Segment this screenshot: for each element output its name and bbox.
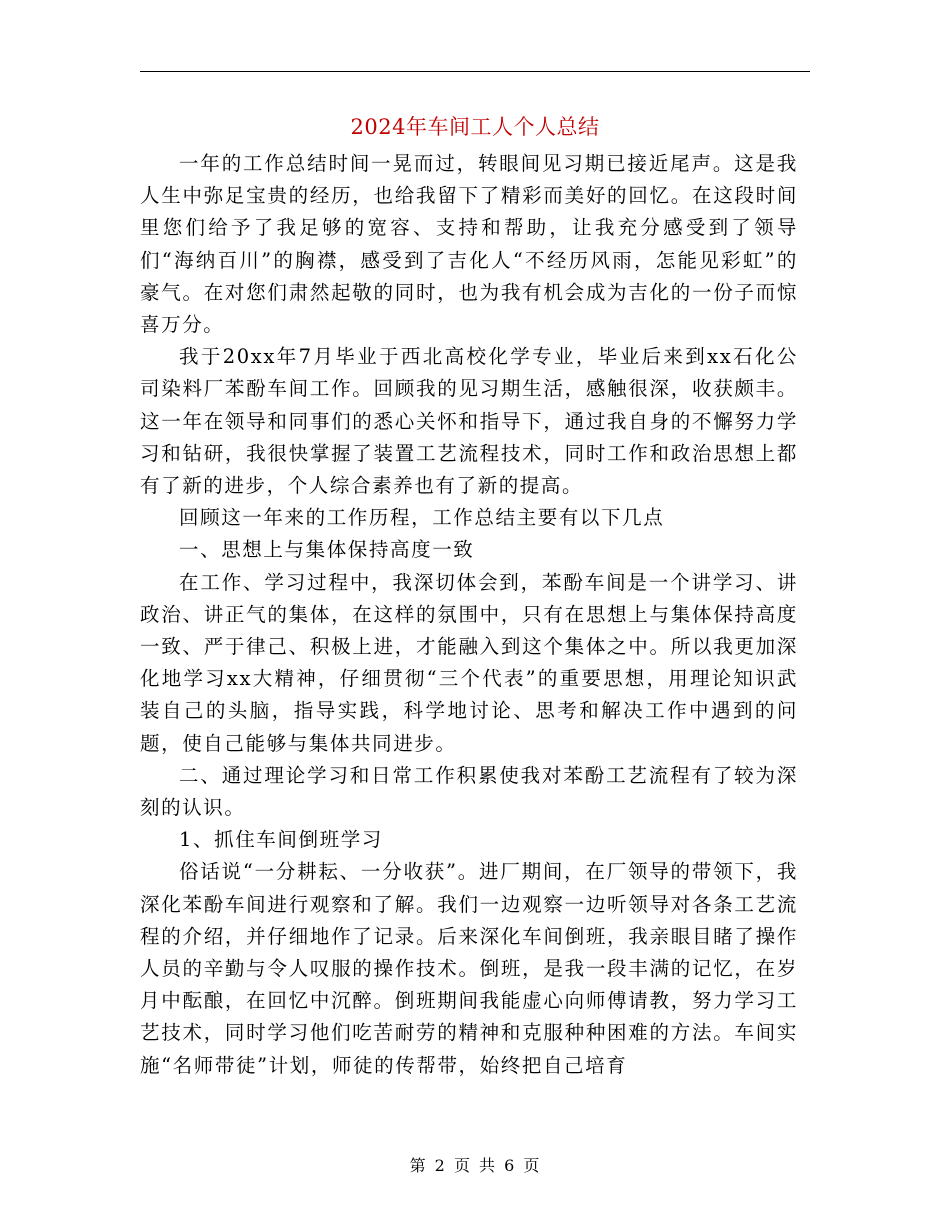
- paragraph: 一年的工作总结时间一晃而过，转眼间见习期已接近尾声。这是我人生中弥足宝贵的经历，也给我留下了精彩而美好的回忆。在这段时间里您们给予了我足够的宽容、支持和帮助，让我充分感受到了领导们“海纳百川”的胸襟，感受到了吉化人“不经历风雨，怎能见彩虹”的豪气。在对您们肃然起敬的同时，也为我有机会成为吉化的一份子而惊喜万分。: [140, 152, 798, 337]
- section-heading: 二、通过理论学习和日常工作积累使我对苯酚工艺流程有了较为深刻的认识。: [140, 763, 798, 820]
- page-number: 第 2 页 共 6 页: [409, 1156, 541, 1175]
- paragraph: 回顾这一年来的工作历程，工作总结主要有以下几点: [179, 506, 665, 530]
- paragraph: 在工作、学习过程中，我深切体会到，苯酚车间是一个讲学习、讲政治、讲正气的集体，在这样的氛围中，只有在思想上与集体保持高度一致、严于律己、积极上进，才能融入到这个集体之中。所以我更加深化地学习xx大精神，仔细贯彻“三个代表”的重要思想，用理论知识武装自己的头脑，指导实践，科学地讨论、思考和解决工作中遇到的问题，使自己能够与集体共同进步。: [140, 570, 798, 755]
- header-rule: [140, 71, 810, 72]
- paragraph: 俗话说“一分耕耘、一分收获”。进厂期间，在厂领导的带领下，我深化苯酚车间进行观察和了解。我们一边观察一边听领导对各条工艺流程的介绍，并仔细地作了记录。后来深化车间倒班，我亲眼目睹了操作人员的辛勤与令人叹服的操作技术。倒班，是我一段丰满的记忆，在岁月中酝酿，在回忆中沉醉。倒班期间我能虚心向师傅请教，努力学习工艺技术，同时学习他们吃苦耐劳的精神和克服种种困难的方法。车间实施“名师带徒”计划，师徒的传帮带，始终把自己培育: [140, 860, 798, 1077]
- document-title: 2024年车间工人个人总结: [350, 115, 600, 139]
- subsection-heading: 1、抓住车间倒班学习: [179, 828, 383, 852]
- page-footer: [140, 1155, 810, 1177]
- section-heading: 一、思想上与集体保持高度一致: [179, 538, 475, 562]
- paragraph: 我于20xx年7月毕业于西北高校化学专业，毕业后来到xx石化公司染料厂苯酚车间工作。回顾我的见习期生活，感触很深，收获颇丰。这一年在领导和同事们的悉心关怀和指导下，通过我自身的不懈努力学习和钻研，我很快掌握了装置工艺流程技术，同时工作和政治思想上都有了新的进步，个人综合素养也有了新的提高。: [140, 345, 798, 498]
- document-body: [140, 148, 798, 1082]
